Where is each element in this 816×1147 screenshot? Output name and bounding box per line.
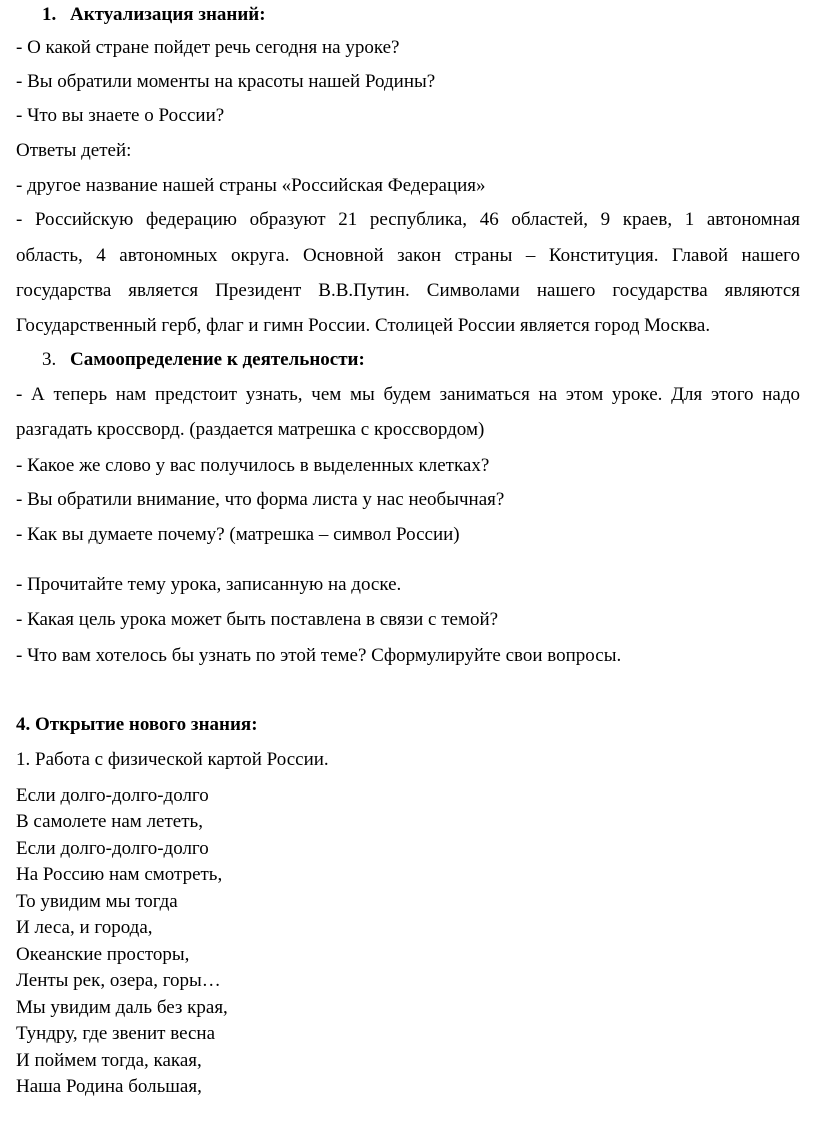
section-3-number: 3. bbox=[42, 349, 57, 370]
section-3-title: Самоопределение к деятельности: bbox=[70, 349, 365, 370]
section-4-title: 4. Открытие нового знания: bbox=[16, 714, 258, 735]
section-3-question-2: - Вы обратили внимание, что форма листа у нас необычная? bbox=[16, 489, 505, 510]
section-1-question-1: - О какой стране пойдет речь сегодня на уроке? bbox=[16, 37, 400, 58]
answers-label: Ответы детей: bbox=[16, 140, 132, 161]
poem-line-1: Если долго-долго-долго bbox=[16, 785, 209, 806]
section-1-question-3: - Что вы знаете о России? bbox=[16, 105, 225, 126]
poem-line-5: То увидим мы тогда bbox=[16, 891, 178, 912]
poem-line-2: В самолете нам лететь, bbox=[16, 811, 203, 832]
poem-line-3: Если долго-долго-долго bbox=[16, 838, 209, 859]
poem-line-12: Наша Родина большая, bbox=[16, 1076, 202, 1097]
poem-line-11: И поймем тогда, какая, bbox=[16, 1050, 202, 1071]
answer-2-line-2: область, 4 автономных округа. Основной закон страны – Конституция. Главой нашего bbox=[16, 245, 800, 266]
answer-2-line-1: - Российскую федерацию образуют 21 республика, 46 областей, 9 краев, 1 автономная bbox=[16, 209, 800, 230]
section-3-task-3: - Что вам хотелось бы узнать по этой теме? Сформулируйте свои вопросы. bbox=[16, 645, 622, 666]
section-3-intro-line-1: - А теперь нам предстоит узнать, чем мы будем заниматься на этом уроке. Для этого надо bbox=[16, 384, 800, 405]
poem-line-4: На Россию нам смотреть, bbox=[16, 864, 223, 885]
answer-2-line-3: государства является Президент В.В.Путин. Символами нашего государства являются bbox=[16, 280, 800, 301]
section-3-question-1: - Какое же слово у вас получилось в выделенных клетках? bbox=[16, 455, 490, 476]
section-3-heading bbox=[42, 349, 365, 371]
section-3-question-3: - Как вы думаете почему? (матрешка – символ России) bbox=[16, 524, 460, 545]
section-1-number: 1. bbox=[42, 4, 57, 25]
poem-line-8: Ленты рек, озера, горы… bbox=[16, 970, 221, 991]
section-3-task-2: - Какая цель урока может быть поставлена в связи с темой? bbox=[16, 609, 499, 630]
section-3-intro-line-2: разгадать кроссворд. (раздается матрешка с кроссвордом) bbox=[16, 419, 485, 440]
section-1-title: Актуализация знаний: bbox=[70, 4, 266, 25]
answer-2-line-4: Государственный герб, флаг и гимн России. Столицей России является город Москва. bbox=[16, 315, 711, 336]
section-4-item-1: 1. Работа с физической картой России. bbox=[16, 749, 329, 770]
poem-line-7: Океанские просторы, bbox=[16, 944, 190, 965]
section-1-question-2: - Вы обратили моменты на красоты нашей Родины? bbox=[16, 71, 436, 92]
poem-line-6: И леса, и города, bbox=[16, 917, 153, 938]
poem-line-9: Мы увидим даль без края, bbox=[16, 997, 228, 1018]
poem-line-10: Тундру, где звенит весна bbox=[16, 1023, 216, 1044]
section-3-task-1: - Прочитайте тему урока, записанную на доске. bbox=[16, 574, 402, 595]
section-1-heading bbox=[42, 4, 266, 26]
answer-1: - другое название нашей страны «Российская Федерация» bbox=[16, 175, 486, 196]
